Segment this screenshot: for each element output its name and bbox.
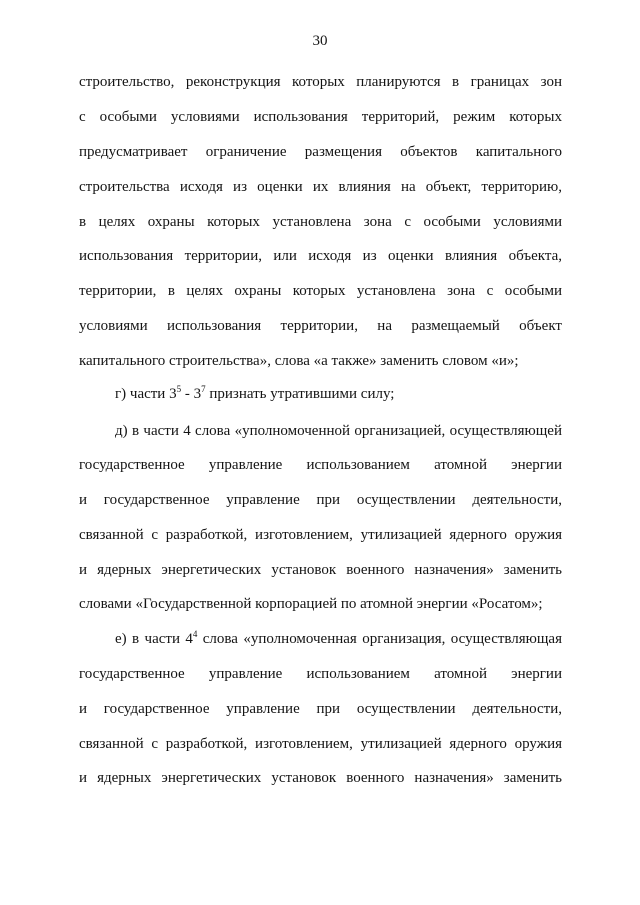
text-fragment: признать утратившими силу; <box>205 386 395 402</box>
text-line: государственное управление использованием атомной энергии <box>79 666 562 682</box>
text-fragment: - 3 <box>181 386 202 402</box>
text-line: предусматривает ограничение размещения объектов капитального <box>79 144 562 160</box>
text-line: и государственное управление при осуществлении деятельности, <box>79 701 562 717</box>
text-line: и государственное управление при осуществлении деятельности, <box>79 492 562 508</box>
text-line: словами «Государственной корпорацией по атомной энергии «Росатом»; <box>79 596 543 612</box>
text-line: использования территории, или исходя из оценки влияния объекта, <box>79 248 562 264</box>
text-line: строительства исходя из оценки их влияния на объект, территорию, <box>79 179 562 195</box>
text-line: и ядерных энергетических установок военного назначения» заменить <box>79 770 562 786</box>
text-line: связанной с разработкой, изготовлением, утилизацией ядерного оружия <box>79 736 562 752</box>
text-line: с особыми условиями использования территорий, режим которых <box>79 109 562 125</box>
text-line: территории, в целях охраны которых установлена зона с особыми <box>79 283 562 299</box>
text-fragment: г) части 3 <box>115 386 177 402</box>
superscript: 4 <box>192 629 198 639</box>
superscript: 5 <box>176 384 182 394</box>
superscript: 7 <box>201 384 206 394</box>
text-line: капитального строительства», слова «а также» заменить словом «и»; <box>79 353 519 369</box>
text-line: д) в части 4 слова «уполномоченной организацией, осуществляющей <box>115 423 562 439</box>
text-line <box>115 385 562 403</box>
text-line: связанной с разработкой, изготовлением, утилизацией ядерного оружия <box>79 527 562 543</box>
text-line: и ядерных энергетических установок военного назначения» заменить <box>79 562 562 578</box>
text-fragment: слова «уполномоченная организация, осуществляющая <box>197 631 562 647</box>
text-line <box>115 630 562 648</box>
text-line: в целях охраны которых установлена зона с особыми условиями <box>79 214 562 230</box>
text-fragment: е) в части 4 <box>115 631 193 647</box>
text-line: строительство, реконструкция которых планируются в границах зон <box>79 74 562 90</box>
text-line: условиями использования территории, на размещаемый объект <box>79 318 562 334</box>
text-line: государственное управление использованием атомной энергии <box>79 457 562 473</box>
page-number: 30 <box>312 33 328 49</box>
